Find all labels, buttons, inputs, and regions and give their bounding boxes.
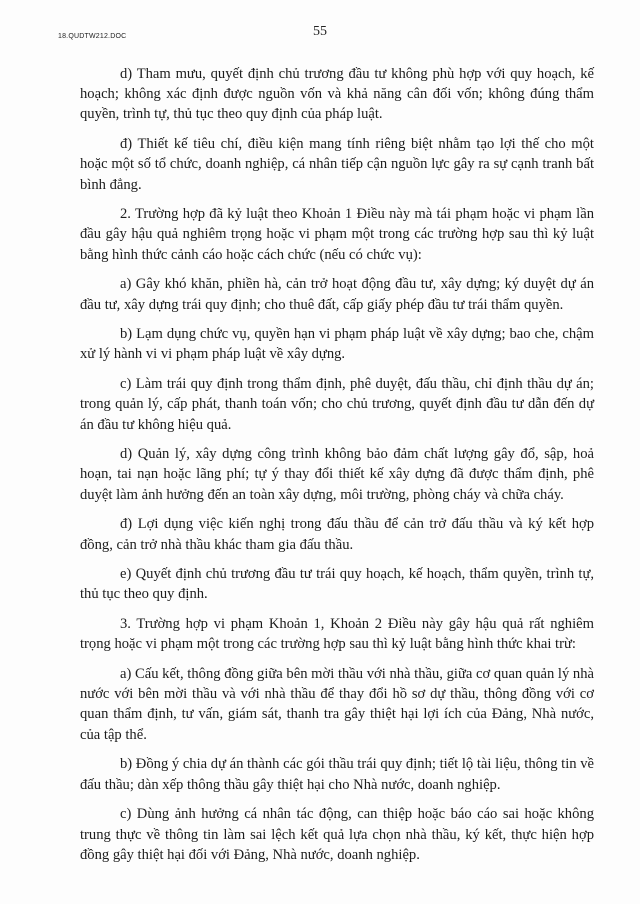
paragraph-clause-3-b: b) Đồng ý chia dự án thành các gói thầu trái quy định; tiết lộ tài liệu, thông tin về đấu thầu; dàn xếp thông thầu gây thiệt hại cho Nhà nước, doanh nghiệp. <box>80 756 594 793</box>
paragraph-clause-3: 3. Trường hợp vi phạm Khoản 1, Khoản 2 Điều này gây hậu quả rất nghiêm trọng hoặc vi phạm một trong các trường hợp sau thì kỷ luật bằng hình thức khai trừ: <box>80 616 594 653</box>
paragraph-clause-2-c: c) Làm trái quy định trong thẩm định, phê duyệt, đấu thầu, chỉ định thầu dự án; trong quản lý, cấp phát, thanh toán vốn; cho chủ trương, quyết định đầu tư dẫn đến dự án đầu tư không hiệu quả. <box>80 376 594 433</box>
document-body <box>80 64 594 874</box>
paragraph-point-dd: đ) Thiết kế tiêu chí, điều kiện mang tính riêng biệt nhằm tạo lợi thế cho một hoặc một số tổ chức, doanh nghiệp, cá nhân tiếp cận nguồn lực gây ra sự cạnh tranh bất bình đẳng. <box>80 136 594 193</box>
document-file-code: 18.QUDTW212.DOC <box>58 33 127 40</box>
paragraph-clause-2-b: b) Lạm dụng chức vụ, quyền hạn vi phạm pháp luật về xây dựng; bao che, chậm xử lý hành vi vi phạm pháp luật về xây dựng. <box>80 326 594 363</box>
paragraph-clause-2-e: e) Quyết định chủ trương đầu tư trái quy hoạch, kế hoạch, thẩm quyền, trình tự, thủ tục theo quy định. <box>80 566 594 603</box>
paragraph-clause-3-c: c) Dùng ảnh hưởng cá nhân tác động, can thiệp hoặc báo cáo sai hoặc không trung thực về thông tin làm sai lệch kết quả lựa chọn nhà thầu, ký kết, thực hiện hợp đồng gây thiệt hại đối với Đảng, Nhà nước, doanh nghiệp. <box>80 806 594 863</box>
paragraph-clause-3-a: a) Cấu kết, thông đồng giữa bên mời thầu với nhà thầu, giữa cơ quan quản lý nhà nước với bên mời thầu và với nhà thầu để thay đổi hồ sơ dự thầu, thông đồng với cơ quan thẩm định, tư vấn, giám sát, thanh tra gây thiệt hại lợi ích của Đảng, Nhà nước, của tập thể. <box>80 666 594 743</box>
paragraph-clause-2-a: a) Gây khó khăn, phiền hà, cản trở hoạt động đầu tư, xây dựng; ký duyệt dự án đầu tư, xây dựng trái quy định; cho thuê đất, cấp giấy phép đầu tư trái thẩm quyền. <box>80 276 594 313</box>
paragraph-clause-2-dd: đ) Lợi dụng việc kiến nghị trong đấu thầu để cản trở đấu thầu và ký kết hợp đồng, cản trở nhà thầu khác tham gia đấu thầu. <box>80 516 594 553</box>
paragraph-clause-2-d: d) Quản lý, xây dựng công trình không bảo đảm chất lượng gây đổ, sập, hoả hoạn, tai nạn hoặc lãng phí; tự ý thay đổi thiết kế xây dựng đã được thẩm định, phê duyệt làm ảnh hưởng đến an toàn xây dựng, môi trường, phòng cháy và chữa cháy. <box>80 446 594 503</box>
paragraph-point-d: d) Tham mưu, quyết định chủ trương đầu tư không phù hợp với quy hoạch, kế hoạch; không xác định được nguồn vốn và khả năng cân đối vốn; không đúng thẩm quyền, trình tự, thủ tục theo quy định của pháp luật. <box>80 66 594 123</box>
page-number: 55 <box>313 24 327 39</box>
paragraph-clause-2: 2. Trường hợp đã kỷ luật theo Khoản 1 Điều này mà tái phạm hoặc vi phạm lần đầu gây hậu quả nghiêm trọng hoặc vi phạm một trong các trường hợp sau thì kỷ luật bằng hình thức cảnh cáo hoặc cách chức (nếu có chức vụ): <box>80 206 594 263</box>
